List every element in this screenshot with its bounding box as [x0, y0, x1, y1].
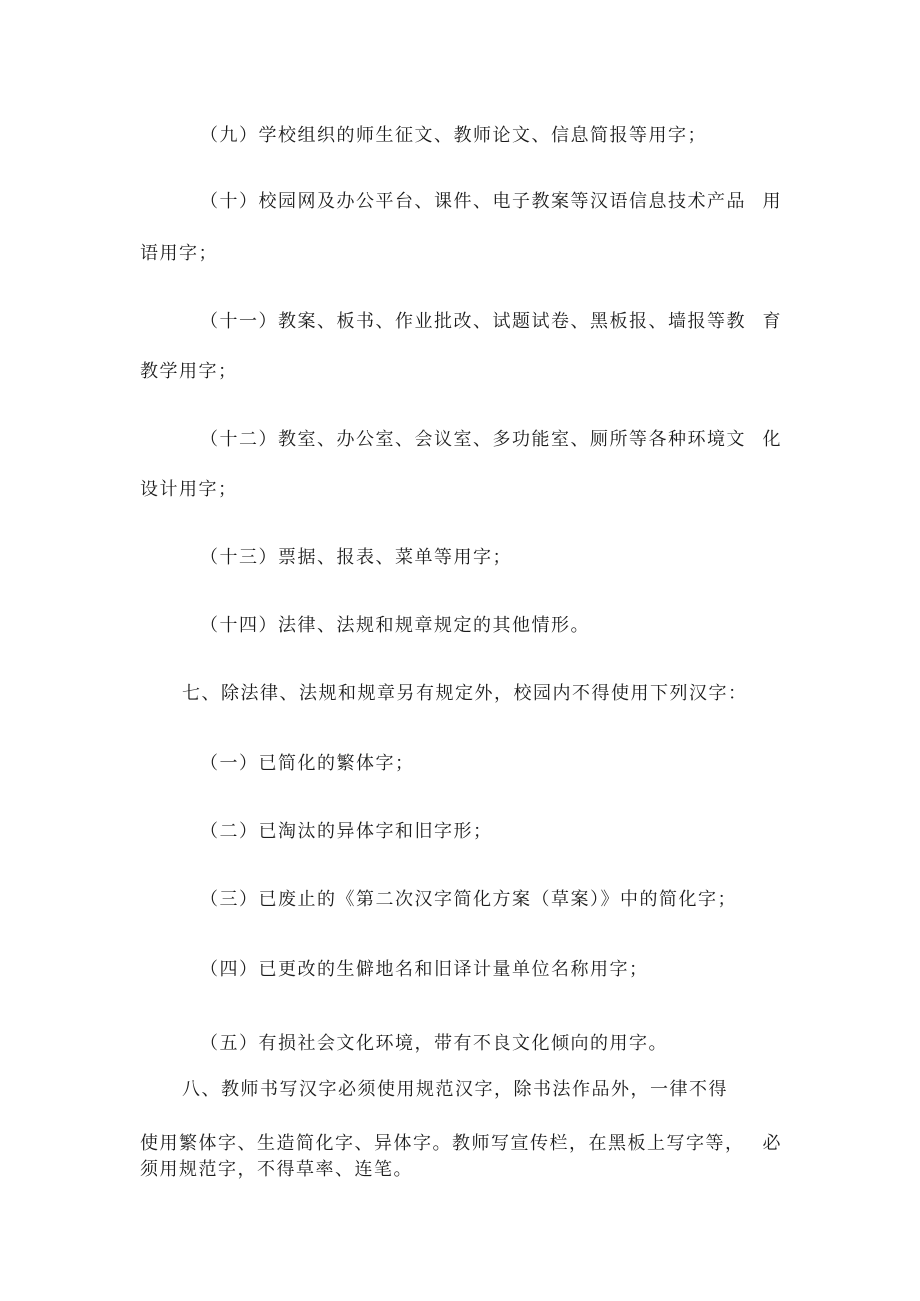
- paragraph-ten-line2: 语用字；: [140, 243, 218, 264]
- paragraph-ten-line1: [200, 190, 782, 214]
- section-eight-text: 使用繁体字、生造简化字、异体字。教师写宣传栏，在黑板上写字等，: [140, 1133, 745, 1154]
- section-eight-line2: [140, 1132, 782, 1156]
- paragraph-nine: （九）学校组织的师生征文、教师论文、信息简报等用字；: [200, 125, 707, 146]
- paragraph-eleven-end: 育: [762, 311, 782, 332]
- paragraph-fourteen: （十四）法律、法规和规章规定的其他情形。: [200, 615, 590, 636]
- paragraph-twelve-line2: 设计用字；: [140, 479, 238, 500]
- item-four: （四）已更改的生僻地名和旧译计量单位名称用字；: [200, 959, 649, 980]
- paragraph-thirteen: （十三）票据、报表、菜单等用字；: [200, 547, 512, 568]
- item-three: （三）已废止的《第二次汉字简化方案（草案）》中的简化字；: [200, 889, 737, 910]
- item-two: （二）已淘汰的异体字和旧字形；: [200, 821, 493, 842]
- item-five: （五）有损社会文化环境，带有不良文化倾向的用字。: [200, 1033, 668, 1054]
- item-one: （一）已简化的繁体字；: [200, 753, 415, 774]
- paragraph-ten-text: （十）校园网及办公平台、课件、电子教案等汉语信息技术产品: [200, 191, 746, 212]
- paragraph-ten-end: 用: [762, 191, 782, 212]
- paragraph-eleven-line2: 教学用字；: [140, 361, 238, 382]
- paragraph-twelve-end: 化: [762, 429, 782, 450]
- section-eight-end: 必: [762, 1133, 782, 1154]
- paragraph-eleven-text: （十一）教案、板书、作业批改、试题试卷、黑板报、墙报等教: [200, 311, 746, 332]
- paragraph-twelve-text: （十二）教室、办公室、会议室、多功能室、厕所等各种环境文: [200, 429, 746, 450]
- paragraph-eleven-line1: [200, 310, 782, 334]
- section-eight-line3: 须用规范字，不得草率、连笔。: [140, 1159, 413, 1180]
- section-seven-heading: 七、除法律、法规和规章另有规定外，校园内不得使用下列汉字：: [182, 683, 748, 704]
- paragraph-twelve-line1: [200, 428, 782, 452]
- section-eight-heading: 八、教师书写汉字必须使用规范汉字，除书法作品外，一律不得: [182, 1079, 728, 1100]
